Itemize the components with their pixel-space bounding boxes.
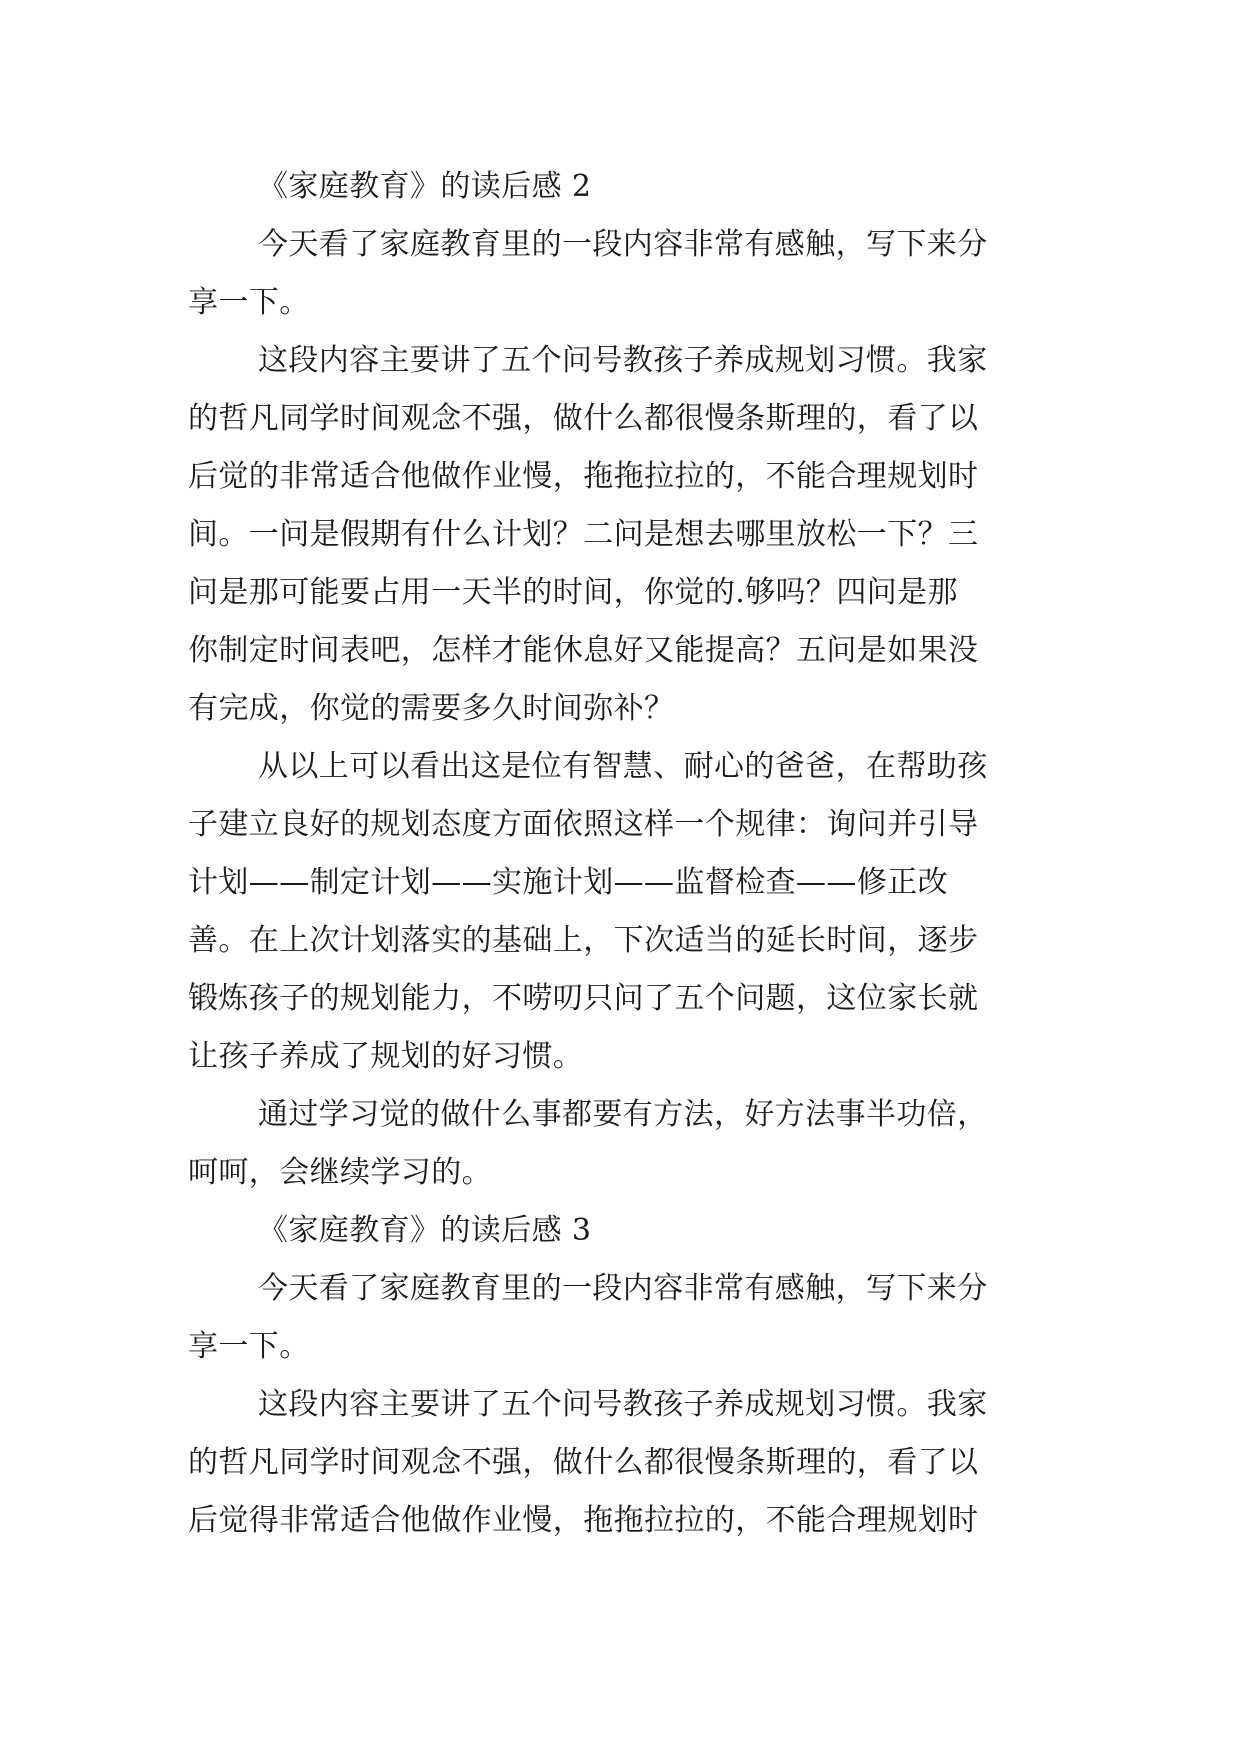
paragraph-line: 这段内容主要讲了五个问号教孩子养成规划习惯。我家 bbox=[258, 1387, 988, 1422]
paragraph-line: 的哲凡同学时间观念不强，做什么都很慢条斯理的，看了以 bbox=[188, 1445, 979, 1480]
paragraph-line: 今天看了家庭教育里的一段内容非常有感触，写下来分 bbox=[258, 227, 988, 262]
paragraph-line: 后觉得非常适合他做作业慢，拖拖拉拉的，不能合理规划时 bbox=[188, 1503, 979, 1538]
paragraph-line: 享一下。 bbox=[188, 1329, 310, 1364]
paragraph-line: 问是那可能要占用一天半的时间，你觉的.够吗？四问是那 bbox=[188, 575, 958, 610]
paragraph-line: 善。在上次计划落实的基础上，下次适当的延长时间，逐步 bbox=[188, 923, 979, 958]
heading-3: 《家庭教育》的读后感 3 bbox=[258, 1213, 592, 1248]
paragraph-line: 间。一问是假期有什么计划？二问是想去哪里放松一下？三 bbox=[188, 517, 979, 552]
paragraph-line: 这段内容主要讲了五个问号教孩子养成规划习惯。我家 bbox=[258, 343, 988, 378]
paragraph-line: 锻炼孩子的规划能力，不唠叨只问了五个问题，这位家长就 bbox=[188, 981, 979, 1016]
paragraph-line: 今天看了家庭教育里的一段内容非常有感触，写下来分 bbox=[258, 1271, 988, 1306]
paragraph-line: 后觉的非常适合他做作业慢，拖拖拉拉的，不能合理规划时 bbox=[188, 459, 979, 494]
paragraph-line: 有完成，你觉的需要多久时间弥补？ bbox=[188, 691, 675, 726]
paragraph-line: 呵呵，会继续学习的。 bbox=[188, 1155, 492, 1190]
paragraph-line: 让孩子养成了规划的好习惯。 bbox=[188, 1039, 584, 1074]
paragraph-line: 从以上可以看出这是位有智慧、耐心的爸爸，在帮助孩 bbox=[258, 749, 988, 784]
paragraph-line: 你制定时间表吧，怎样才能休息好又能提高？五问是如果没 bbox=[188, 633, 979, 668]
heading-2: 《家庭教育》的读后感 2 bbox=[258, 169, 592, 204]
paragraph-line: 通过学习觉的做什么事都要有方法，好方法事半功倍， bbox=[258, 1097, 988, 1132]
document-body bbox=[188, 158, 1050, 1550]
paragraph-line: 子建立良好的规划态度方面依照这样一个规律：询问并引导 bbox=[188, 807, 979, 842]
paragraph-line: 享一下。 bbox=[188, 285, 310, 320]
paragraph-line: 计划——制定计划——实施计划——监督检查——修正改 bbox=[188, 865, 948, 900]
paragraph-line: 的哲凡同学时间观念不强，做什么都很慢条斯理的，看了以 bbox=[188, 401, 979, 436]
